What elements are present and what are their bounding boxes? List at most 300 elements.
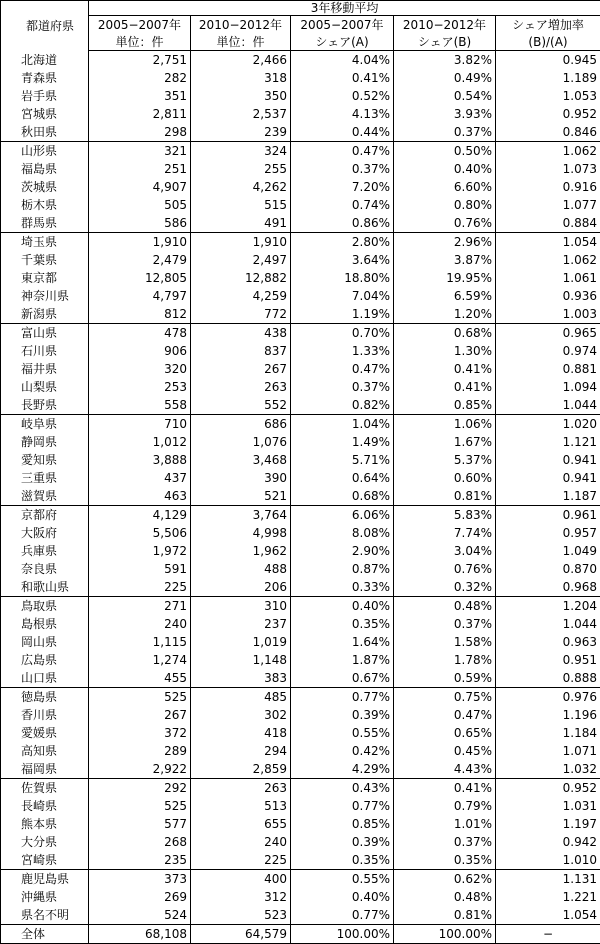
share-growth: 0.881 (496, 360, 600, 378)
cases-2010-2012: 3,468 (191, 451, 291, 469)
prefecture-name: 秋田県 (1, 123, 89, 142)
cases-2005-2007: 373 (89, 870, 191, 889)
header-share-growth: シェア増加率 (496, 16, 600, 34)
cases-2010-2012: 400 (191, 870, 291, 889)
share-growth: 1.031 (496, 797, 600, 815)
share-a: 18.80% (291, 269, 394, 287)
cases-2005-2007: 271 (89, 597, 191, 616)
total-cases-2005-2007: 68,108 (89, 925, 191, 944)
share-growth: 1.061 (496, 269, 600, 287)
cases-2005-2007: 558 (89, 396, 191, 415)
share-b: 0.81% (394, 906, 496, 925)
cases-2005-2007: 4,129 (89, 506, 191, 525)
table-row (1, 287, 600, 305)
share-a: 1.49% (291, 433, 394, 451)
share-b: 1.67% (394, 433, 496, 451)
share-b: 1.20% (394, 305, 496, 324)
share-b: 1.01% (394, 815, 496, 833)
header-cases-2005-2007: 2005−2007年 (89, 16, 191, 34)
prefecture-name: 熊本県 (1, 815, 89, 833)
table-row (1, 142, 600, 161)
cases-2010-2012: 206 (191, 578, 291, 597)
cases-2010-2012: 2,497 (191, 251, 291, 269)
prefecture-name: 愛知県 (1, 451, 89, 469)
cases-2010-2012: 655 (191, 815, 291, 833)
share-a: 1.33% (291, 342, 394, 360)
share-a: 0.55% (291, 870, 394, 889)
prefecture-name: 福井県 (1, 360, 89, 378)
table-row (1, 560, 600, 578)
table-row (1, 578, 600, 597)
share-growth: 0.961 (496, 506, 600, 525)
table-row (1, 87, 600, 105)
share-a: 0.64% (291, 469, 394, 487)
cases-2005-2007: 505 (89, 196, 191, 214)
cases-2010-2012: 513 (191, 797, 291, 815)
cases-2010-2012: 263 (191, 779, 291, 798)
cases-2010-2012: 383 (191, 669, 291, 688)
cases-2010-2012: 12,882 (191, 269, 291, 287)
prefecture-name: 鳥取県 (1, 597, 89, 616)
share-a: 0.40% (291, 888, 394, 906)
cases-2010-2012: 491 (191, 214, 291, 233)
cases-2010-2012: 438 (191, 324, 291, 343)
cases-2010-2012: 1,962 (191, 542, 291, 560)
cases-2010-2012: 318 (191, 69, 291, 87)
share-b: 0.85% (394, 396, 496, 415)
cases-2010-2012: 488 (191, 560, 291, 578)
total-row (1, 925, 600, 944)
header-ratio-label: (B)/(A) (496, 33, 600, 51)
cases-2005-2007: 240 (89, 615, 191, 633)
header-unit-cases-b: 単位：件 (191, 33, 291, 51)
prefecture-name: 県名不明 (1, 906, 89, 925)
prefecture-name: 群馬県 (1, 214, 89, 233)
share-growth: 0.942 (496, 833, 600, 851)
cases-2005-2007: 253 (89, 378, 191, 396)
share-b: 0.37% (394, 615, 496, 633)
share-a: 5.71% (291, 451, 394, 469)
share-growth: 1.131 (496, 870, 600, 889)
cases-2005-2007: 12,805 (89, 269, 191, 287)
share-growth: 0.846 (496, 123, 600, 142)
share-b: 0.47% (394, 706, 496, 724)
share-a: 0.40% (291, 597, 394, 616)
cases-2010-2012: 237 (191, 615, 291, 633)
share-growth: 0.941 (496, 469, 600, 487)
share-growth: 0.936 (496, 287, 600, 305)
share-growth: 1.054 (496, 906, 600, 925)
cases-2005-2007: 5,506 (89, 524, 191, 542)
share-a: 0.44% (291, 123, 394, 142)
share-a: 0.41% (291, 69, 394, 87)
share-growth: 0.884 (496, 214, 600, 233)
cases-2005-2007: 1,115 (89, 633, 191, 651)
cases-2010-2012: 267 (191, 360, 291, 378)
cases-2010-2012: 302 (191, 706, 291, 724)
table-row (1, 542, 600, 560)
share-growth: 1.204 (496, 597, 600, 616)
total-growth: − (496, 925, 600, 944)
share-a: 0.33% (291, 578, 394, 597)
prefecture-name: 高知県 (1, 742, 89, 760)
share-a: 0.47% (291, 142, 394, 161)
share-growth: 1.054 (496, 233, 600, 252)
cases-2005-2007: 525 (89, 797, 191, 815)
prefecture-name: 静岡県 (1, 433, 89, 451)
share-b: 3.82% (394, 51, 496, 70)
share-b: 0.68% (394, 324, 496, 343)
cases-2010-2012: 552 (191, 396, 291, 415)
cases-2005-2007: 321 (89, 142, 191, 161)
share-growth: 1.196 (496, 706, 600, 724)
cases-2005-2007: 4,797 (89, 287, 191, 305)
share-growth: 0.916 (496, 178, 600, 196)
share-b: 0.41% (394, 360, 496, 378)
cases-2010-2012: 837 (191, 342, 291, 360)
header-unit-cases-a: 単位：件 (89, 33, 191, 51)
table-body (1, 51, 600, 925)
share-growth: 1.053 (496, 87, 600, 105)
share-a: 0.86% (291, 214, 394, 233)
header-moving-average-group: 3年移動平均 (89, 1, 600, 16)
prefecture-name: 愛媛県 (1, 724, 89, 742)
share-a: 2.90% (291, 542, 394, 560)
table-row (1, 688, 600, 707)
share-growth: 1.010 (496, 851, 600, 870)
cases-2010-2012: 485 (191, 688, 291, 707)
prefecture-name: 千葉県 (1, 251, 89, 269)
table-row (1, 396, 600, 415)
prefecture-name: 栃木県 (1, 196, 89, 214)
table-row (1, 469, 600, 487)
cases-2005-2007: 525 (89, 688, 191, 707)
cases-2005-2007: 4,907 (89, 178, 191, 196)
table-row (1, 378, 600, 396)
table-row (1, 178, 600, 196)
cases-2005-2007: 2,922 (89, 760, 191, 779)
table-row (1, 305, 600, 324)
cases-2005-2007: 225 (89, 578, 191, 597)
prefecture-name: 兵庫県 (1, 542, 89, 560)
share-b: 0.76% (394, 560, 496, 578)
cases-2005-2007: 235 (89, 851, 191, 870)
prefecture-name: 東京都 (1, 269, 89, 287)
share-b: 0.35% (394, 851, 496, 870)
share-b: 2.96% (394, 233, 496, 252)
cases-2005-2007: 269 (89, 888, 191, 906)
cases-2005-2007: 351 (89, 87, 191, 105)
cases-2005-2007: 586 (89, 214, 191, 233)
share-growth: 1.044 (496, 396, 600, 415)
prefecture-name: 山口県 (1, 669, 89, 688)
cases-2010-2012: 2,537 (191, 105, 291, 123)
header-share-a-label: シェア(A) (291, 33, 394, 51)
share-growth: 0.957 (496, 524, 600, 542)
cases-2010-2012: 523 (191, 906, 291, 925)
cases-2005-2007: 320 (89, 360, 191, 378)
share-growth: 0.968 (496, 578, 600, 597)
share-growth: 0.963 (496, 633, 600, 651)
share-a: 1.19% (291, 305, 394, 324)
table-row (1, 742, 600, 760)
share-growth: 1.062 (496, 142, 600, 161)
total-cases-2010-2012: 64,579 (191, 925, 291, 944)
cases-2005-2007: 455 (89, 669, 191, 688)
table-row (1, 251, 600, 269)
share-b: 5.83% (394, 506, 496, 525)
table-row (1, 415, 600, 434)
header-prefecture: 都道府県 (1, 1, 89, 51)
prefecture-name: 山梨県 (1, 378, 89, 396)
cases-2005-2007: 463 (89, 487, 191, 506)
share-b: 0.81% (394, 487, 496, 506)
cases-2010-2012: 225 (191, 851, 291, 870)
prefecture-name: 島根県 (1, 615, 89, 633)
table-row (1, 870, 600, 889)
share-growth: 0.870 (496, 560, 600, 578)
share-a: 3.64% (291, 251, 394, 269)
share-a: 0.85% (291, 815, 394, 833)
prefecture-name: 埼玉県 (1, 233, 89, 252)
prefecture-name: 奈良県 (1, 560, 89, 578)
share-b: 1.78% (394, 651, 496, 669)
cases-2005-2007: 1,910 (89, 233, 191, 252)
table-row (1, 651, 600, 669)
cases-2005-2007: 812 (89, 305, 191, 324)
share-b: 4.43% (394, 760, 496, 779)
prefecture-name: 宮城県 (1, 105, 89, 123)
cases-2010-2012: 2,859 (191, 760, 291, 779)
prefecture-name: 北海道 (1, 51, 89, 70)
table-row (1, 797, 600, 815)
table-row (1, 269, 600, 287)
share-a: 0.37% (291, 160, 394, 178)
cases-2005-2007: 3,888 (89, 451, 191, 469)
share-a: 0.77% (291, 688, 394, 707)
share-b: 0.76% (394, 214, 496, 233)
total-share-b: 100.00% (394, 925, 496, 944)
table-row (1, 69, 600, 87)
cases-2005-2007: 2,751 (89, 51, 191, 70)
share-b: 0.41% (394, 779, 496, 798)
cases-2010-2012: 390 (191, 469, 291, 487)
share-b: 0.62% (394, 870, 496, 889)
total-share-a: 100.00% (291, 925, 394, 944)
share-b: 0.50% (394, 142, 496, 161)
table-row (1, 851, 600, 870)
share-b: 0.79% (394, 797, 496, 815)
table-row (1, 487, 600, 506)
table-row (1, 888, 600, 906)
share-growth: 0.974 (496, 342, 600, 360)
header-share-2005-2007: 2005−2007年 (291, 16, 394, 34)
share-a: 1.87% (291, 651, 394, 669)
share-b: 3.93% (394, 105, 496, 123)
prefecture-name: 石川県 (1, 342, 89, 360)
table-row (1, 196, 600, 214)
share-a: 0.82% (291, 396, 394, 415)
cases-2005-2007: 437 (89, 469, 191, 487)
prefecture-name: 福島県 (1, 160, 89, 178)
share-growth: 1.044 (496, 615, 600, 633)
cases-2010-2012: 3,764 (191, 506, 291, 525)
share-a: 0.37% (291, 378, 394, 396)
cases-2010-2012: 4,259 (191, 287, 291, 305)
share-b: 19.95% (394, 269, 496, 287)
prefecture-name: 長崎県 (1, 797, 89, 815)
share-b: 0.48% (394, 888, 496, 906)
share-b: 0.65% (394, 724, 496, 742)
table-row (1, 833, 600, 851)
share-a: 2.80% (291, 233, 394, 252)
share-a: 0.70% (291, 324, 394, 343)
share-growth: 1.071 (496, 742, 600, 760)
prefecture-name: 新潟県 (1, 305, 89, 324)
table-row (1, 633, 600, 651)
share-a: 0.35% (291, 851, 394, 870)
table-row (1, 451, 600, 469)
table-row (1, 214, 600, 233)
cases-2010-2012: 350 (191, 87, 291, 105)
table-row (1, 524, 600, 542)
cases-2005-2007: 2,811 (89, 105, 191, 123)
table-row (1, 906, 600, 925)
share-b: 0.32% (394, 578, 496, 597)
share-b: 0.49% (394, 69, 496, 87)
cases-2010-2012: 294 (191, 742, 291, 760)
cases-2005-2007: 591 (89, 560, 191, 578)
share-a: 0.74% (291, 196, 394, 214)
share-growth: 1.020 (496, 415, 600, 434)
table-row (1, 615, 600, 633)
share-a: 1.04% (291, 415, 394, 434)
cases-2005-2007: 292 (89, 779, 191, 798)
share-a: 4.13% (291, 105, 394, 123)
prefecture-name: 岡山県 (1, 633, 89, 651)
share-a: 4.29% (291, 760, 394, 779)
share-b: 6.60% (394, 178, 496, 196)
cases-2010-2012: 4,998 (191, 524, 291, 542)
table-row (1, 123, 600, 142)
share-b: 0.75% (394, 688, 496, 707)
share-growth: 0.945 (496, 51, 600, 70)
table-row (1, 779, 600, 798)
cases-2010-2012: 324 (191, 142, 291, 161)
cases-2005-2007: 1,274 (89, 651, 191, 669)
cases-2010-2012: 263 (191, 378, 291, 396)
cases-2005-2007: 372 (89, 724, 191, 742)
share-b: 0.59% (394, 669, 496, 688)
share-growth: 1.189 (496, 69, 600, 87)
share-growth: 0.976 (496, 688, 600, 707)
cases-2005-2007: 282 (89, 69, 191, 87)
cases-2005-2007: 289 (89, 742, 191, 760)
prefecture-name: 三重県 (1, 469, 89, 487)
share-growth: 1.073 (496, 160, 600, 178)
cases-2010-2012: 2,466 (191, 51, 291, 70)
prefecture-name: 香川県 (1, 706, 89, 724)
share-growth: 0.965 (496, 324, 600, 343)
share-a: 8.08% (291, 524, 394, 542)
share-growth: 0.941 (496, 451, 600, 469)
header-share-2010-2012: 2010−2012年 (394, 16, 496, 34)
cases-2010-2012: 240 (191, 833, 291, 851)
cases-2005-2007: 251 (89, 160, 191, 178)
prefecture-name: 鹿児島県 (1, 870, 89, 889)
prefecture-name: 京都府 (1, 506, 89, 525)
table-row (1, 324, 600, 343)
share-b: 1.06% (394, 415, 496, 434)
share-growth: 0.888 (496, 669, 600, 688)
share-growth: 1.121 (496, 433, 600, 451)
cases-2005-2007: 1,012 (89, 433, 191, 451)
table-row (1, 669, 600, 688)
header-cases-2010-2012: 2010−2012年 (191, 16, 291, 34)
cases-2010-2012: 4,262 (191, 178, 291, 196)
share-b: 0.41% (394, 378, 496, 396)
cases-2010-2012: 772 (191, 305, 291, 324)
share-a: 0.77% (291, 906, 394, 925)
share-a: 6.06% (291, 506, 394, 525)
prefecture-name: 沖縄県 (1, 888, 89, 906)
cases-2005-2007: 268 (89, 833, 191, 851)
table-row (1, 815, 600, 833)
cases-2005-2007: 2,479 (89, 251, 191, 269)
cases-2010-2012: 515 (191, 196, 291, 214)
cases-2010-2012: 312 (191, 888, 291, 906)
table-row (1, 760, 600, 779)
share-growth: 1.197 (496, 815, 600, 833)
prefecture-name: 福岡県 (1, 760, 89, 779)
cases-2010-2012: 310 (191, 597, 291, 616)
share-growth: 1.187 (496, 487, 600, 506)
share-growth: 0.951 (496, 651, 600, 669)
cases-2010-2012: 1,076 (191, 433, 291, 451)
prefecture-name: 岐阜県 (1, 415, 89, 434)
table-header (1, 1, 600, 51)
prefecture-name: 茨城県 (1, 178, 89, 196)
cases-2005-2007: 524 (89, 906, 191, 925)
share-growth: 1.062 (496, 251, 600, 269)
share-growth: 1.221 (496, 888, 600, 906)
table-row (1, 160, 600, 178)
share-a: 0.42% (291, 742, 394, 760)
share-a: 7.04% (291, 287, 394, 305)
table-row (1, 433, 600, 451)
share-a: 0.52% (291, 87, 394, 105)
cases-2005-2007: 1,972 (89, 542, 191, 560)
share-a: 0.35% (291, 615, 394, 633)
share-b: 0.40% (394, 160, 496, 178)
cases-2005-2007: 577 (89, 815, 191, 833)
header-share-b-label: シェア(B) (394, 33, 496, 51)
share-b: 5.37% (394, 451, 496, 469)
cases-2010-2012: 255 (191, 160, 291, 178)
prefecture-name: 大阪府 (1, 524, 89, 542)
prefecture-name: 青森県 (1, 69, 89, 87)
table-row (1, 506, 600, 525)
share-a: 0.39% (291, 833, 394, 851)
prefecture-name: 山形県 (1, 142, 89, 161)
share-b: 3.04% (394, 542, 496, 560)
share-b: 0.54% (394, 87, 496, 105)
share-b: 6.59% (394, 287, 496, 305)
share-b: 3.87% (394, 251, 496, 269)
prefecture-name: 大分県 (1, 833, 89, 851)
share-a: 1.64% (291, 633, 394, 651)
share-a: 0.67% (291, 669, 394, 688)
